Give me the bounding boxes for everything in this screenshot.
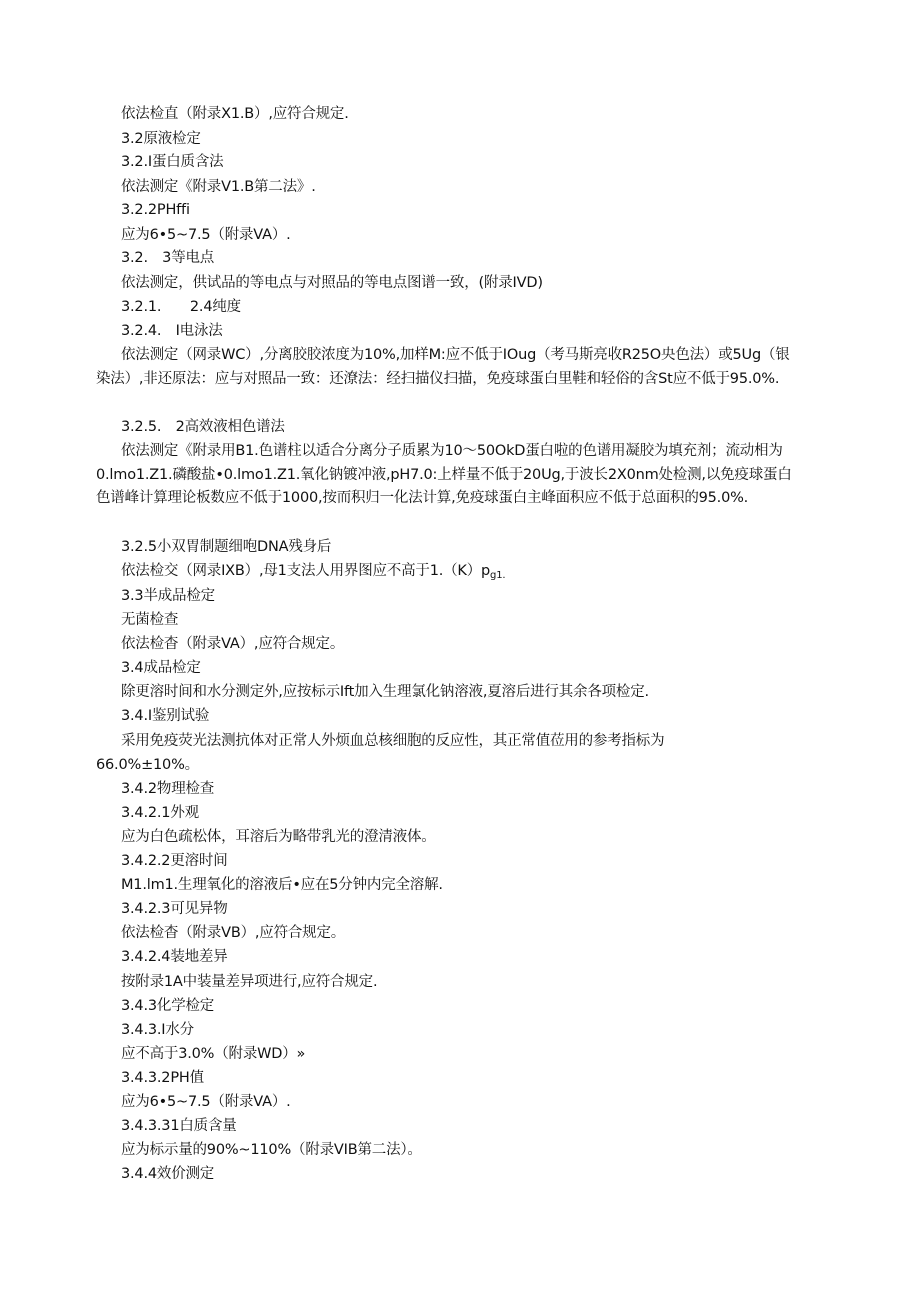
section-heading: 3.4.2.2更溶时间 bbox=[121, 853, 228, 869]
subscript: g1. bbox=[490, 570, 506, 581]
section-heading: 3.2. 3等电点 bbox=[121, 250, 215, 266]
text-line: 依法测定，供试品的等电点与对照品的等电点图谱一致，(附录IVD) bbox=[121, 275, 543, 291]
text-line: 应为白色疏松体，耳溶后为略带乳光的澄清液体。 bbox=[121, 829, 436, 845]
section-heading: 3.2.1. 2.4纯度 bbox=[121, 299, 241, 315]
text-line: 应为6•5~7.5（附录VA）. bbox=[121, 1094, 291, 1110]
text-line-main: 依法检交（网录IXB）,母1支法人用界图应不高于1.（K）p bbox=[121, 563, 491, 579]
section-heading: 3.2.5. 2高效液相色谱法 bbox=[121, 419, 285, 435]
text-line: 除更溶时间和水分测定外,应按标示Ift加入生理氯化钠溶液,夏溶后进行其余各项检定. bbox=[121, 684, 649, 700]
section-heading: 3.4.3.2PH值 bbox=[121, 1070, 204, 1086]
text-line: 采用免疫荧光法测抗体对正常人外烦血总核细胞的反应性，其正常值莅用的参考指标为 bbox=[121, 733, 665, 749]
text-line: 依法检直（附录X1.B）,应符合规定. bbox=[121, 106, 349, 122]
text-line: M1.lm1.生理氧化的溶液后•应在5分钟内完全溶解. bbox=[121, 877, 443, 893]
section-heading: 3.4.3.I水分 bbox=[121, 1022, 194, 1038]
text-line: 应不高于3.0%（附录WD）» bbox=[121, 1046, 306, 1062]
section-heading: 3.2.I蛋白质含法 bbox=[121, 154, 224, 170]
section-heading: 3.4.2.3可见异物 bbox=[121, 901, 228, 917]
section-heading: 3.2原液检定 bbox=[121, 131, 201, 147]
section-heading: 3.3半成品检定 bbox=[121, 588, 215, 604]
text-line: 66.0%±10%。 bbox=[96, 757, 199, 773]
section-heading: 3.4.2.4装地差异 bbox=[121, 949, 228, 965]
section-heading: 3.4.I鉴别试验 bbox=[121, 708, 210, 724]
text-line: 依法检杳（附录VB）,应符合规定。 bbox=[121, 925, 346, 941]
section-heading: 3.4.4效价测定 bbox=[121, 1166, 215, 1182]
text-line: 依法测定《附录V1.B第二法》. bbox=[121, 179, 316, 195]
text-line: 按附录1A中装量差异项进行,应符合规定. bbox=[121, 974, 378, 990]
text-line bbox=[121, 561, 801, 586]
section-heading: 3.4.3.31白质含量 bbox=[121, 1118, 237, 1134]
section-heading: 3.4.2.1外观 bbox=[121, 805, 199, 821]
text-line: 应为标示量的90%~110%（附录VIB第二法）。 bbox=[121, 1142, 422, 1158]
text-line: 无菌检查 bbox=[121, 612, 179, 628]
section-heading: 3.2.4. I电泳法 bbox=[121, 323, 223, 339]
section-heading: 3.2.5小双胃制题细咆DNA残身后 bbox=[121, 539, 332, 555]
text-line: 依法检杳（附录VA）,应符合规定。 bbox=[121, 636, 345, 652]
paragraph: 依法测定（网录WC）,分离胶胶浓度为10%,加样M:应不低于IOug（考马斯亮收R25O央色法）或5Ug（银染法）,非还原法：应与对照品一致：还潦法：经扫描仪扫描，免疫球蛋白里鞋和轻俗的含St应不低于95.0%. bbox=[96, 347, 790, 387]
text-line: 应为6•5~7.5（附录VA）. bbox=[121, 227, 291, 243]
section-heading: 3.4成品检定 bbox=[121, 660, 201, 676]
section-heading: 3.2.2PHffi bbox=[121, 202, 190, 218]
paragraph: 依法测定《附录用B1.色谱柱以适合分离分子质累为10〜50OkD蛋白啦的色谱用凝胶为填充剂；流动相为0.lmo1.Z1.磷酸盐•0.lmo1.Z1.氧化钠镀冲液,pH7.0:上样量不低于20Ug,于波长2X0nm处检测,以免疫球蛋白色谱峰计算理论板数应不低于1000,按而积归一化法计算,免疫球蛋白主峰面积应不低于总面积的95.0%. bbox=[96, 443, 792, 506]
section-heading: 3.4.2物理检查 bbox=[121, 781, 215, 797]
section-heading: 3.4.3化学检定 bbox=[121, 998, 215, 1014]
